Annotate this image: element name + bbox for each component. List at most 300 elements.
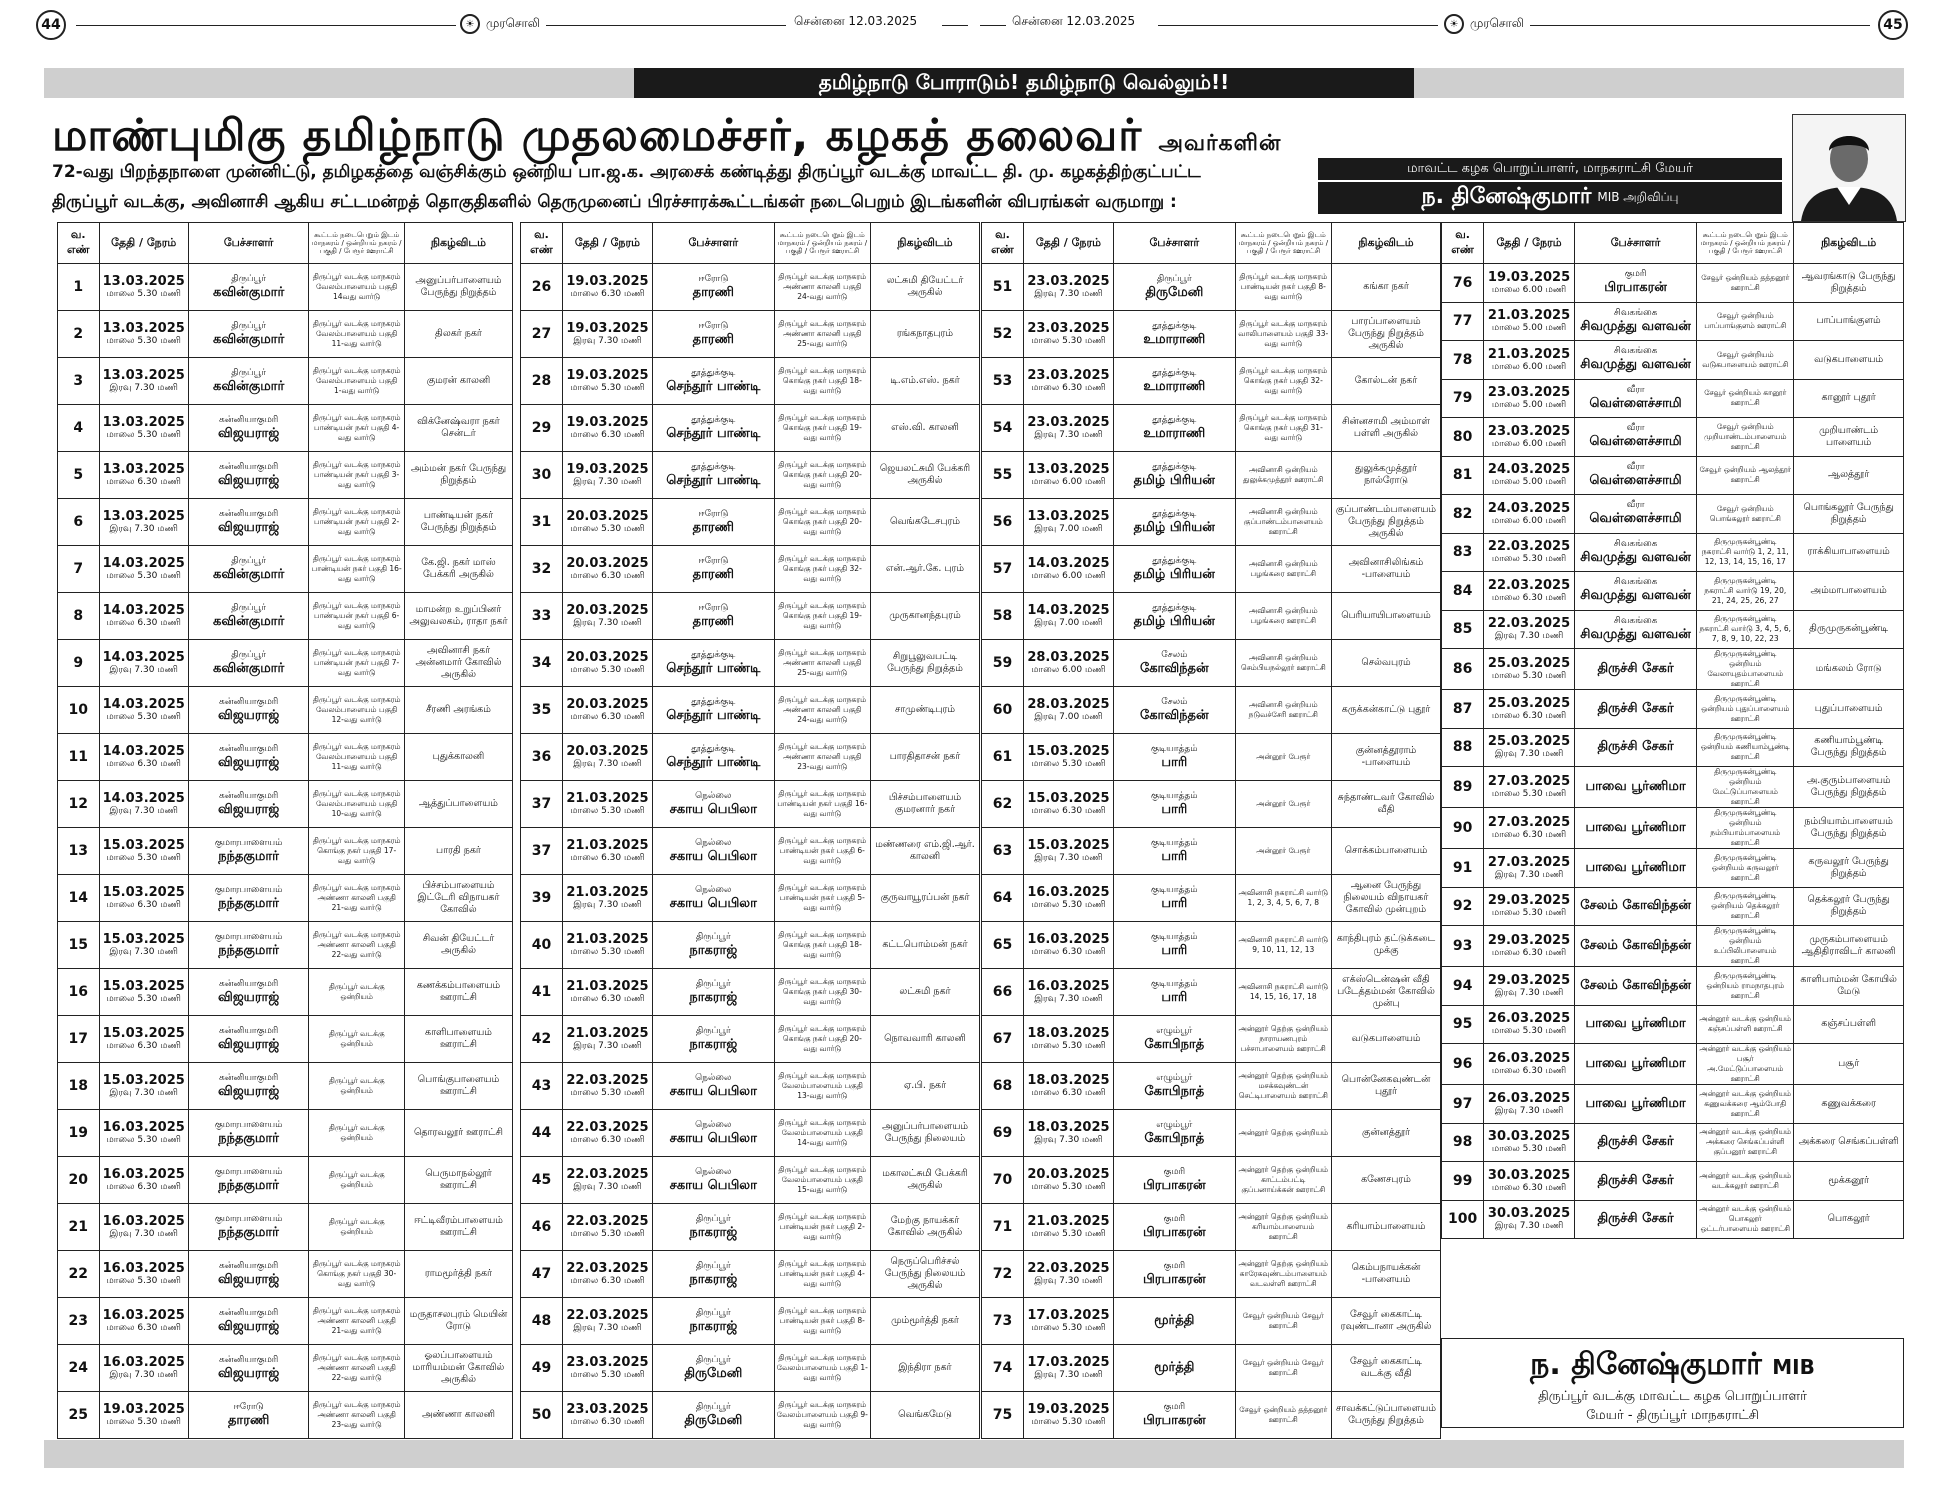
table-cell (188, 499, 309, 546)
row-venue: அனுப்பர்பாளையம் பேருந்து நிறுத்தம் (415, 275, 502, 298)
row-number: 96 (1452, 1056, 1473, 1072)
speaker-place: சேலம் (1161, 649, 1188, 660)
table-cell (1794, 690, 1904, 729)
table-cell (1484, 456, 1575, 495)
table-row (58, 1345, 513, 1392)
table-cell (653, 499, 775, 546)
row-location: திருப்பூர் வடக்கு மாநகரம் வேலம்பாளையம் பகுதி 1-வது வார்டு (312, 366, 401, 395)
table-cell (404, 781, 512, 828)
speaker-place: குடியாத்தம் (1151, 884, 1198, 895)
table-cell (404, 546, 512, 593)
row-number: 77 (1452, 313, 1473, 330)
table-cell (404, 922, 512, 969)
row-date: 15.03.2025 (102, 838, 185, 853)
footer-band (44, 1440, 1904, 1468)
table-cell (562, 1063, 652, 1110)
speaker-name: விஜயராஜ் (218, 1083, 280, 1099)
row-venue: பசூர் (1838, 1058, 1860, 1069)
row-location: திருப்பூர் வடக்கு மாநகரம் கொங்கு நகர் பகுதி 17-வது வார்டு (312, 836, 401, 865)
speaker-name: சகாய பெபிலா (669, 1177, 757, 1193)
table-row (1442, 728, 1904, 767)
signature-role: திருப்பூர் வடக்கு மாவட்ட கழக பொறுப்பாளர் (1538, 1389, 1807, 1404)
table-row (58, 1063, 513, 1110)
table-cell (521, 358, 563, 405)
table-cell (99, 781, 188, 828)
row-date: 26.03.2025 (1487, 1011, 1571, 1027)
table-row (1442, 926, 1904, 967)
table-cell (404, 405, 512, 452)
table-cell (1235, 1251, 1331, 1298)
row-location: திருப்பூர் வடக்கு மாநகரம் கொங்கு நகர் பகுதி 20-வது வார்டு (778, 1024, 867, 1053)
row-location: திருப்பூர் வடக்கு ஒன்றியம் (328, 1170, 385, 1189)
table-cell (1484, 264, 1575, 303)
table-row (982, 1110, 1441, 1157)
table-cell (1235, 640, 1331, 687)
row-venue: முருகம்பாளையம் ஆதிதிராவிடர் காலனி (1801, 934, 1896, 957)
row-location: சேவூர் ஒன்றியம் தத்தனூர் ஊராட்சி (1239, 1405, 1328, 1424)
table-cell (1235, 875, 1331, 922)
row-number: 76 (1452, 274, 1473, 291)
table-row (58, 640, 513, 687)
row-number: 41 (531, 984, 552, 1000)
table-cell (1023, 311, 1113, 358)
table-cell (1114, 1345, 1236, 1392)
table-cell (870, 687, 979, 734)
row-date: 14.03.2025 (102, 697, 185, 712)
row-location: திருப்பூர் வடக்கு மாநகரம் கொங்கு நகர் பகுதி 19-வது வார்டு (778, 601, 867, 630)
table-cell (1235, 1298, 1331, 1345)
row-venue: காந்திபுரம் தட்டுக்கடை முக்கு (1336, 933, 1436, 956)
table-cell (1331, 358, 1440, 405)
table-cell (1235, 1204, 1331, 1251)
table-cell (562, 875, 652, 922)
speaker-place: குமாரபாளையம் (214, 1166, 283, 1177)
row-date: 14.03.2025 (102, 556, 185, 571)
table-cell (1331, 922, 1440, 969)
row-venue: சீரணி அரங்கம் (426, 704, 491, 715)
row-location: அன்னூர் தெற்கு ஒன்றியம் மசக்கவுண்டன் செட்டிபாளையம் ஊராட்சி (1238, 1071, 1329, 1100)
speaker-name: சகாய பெபிலா (669, 895, 757, 911)
row-location: திருப்பூர் வடக்கு மாநகரம் பாண்டியன் நகர் பகுதி 8-வது வார்டு (1239, 272, 1328, 301)
speaker-name: நாகராஜ் (689, 1224, 738, 1240)
column-header-speaker: பேச்சாளர் (188, 223, 309, 264)
row-venue: ஈட்டிவீரம்பாளையம் ஊராட்சி (414, 1215, 503, 1238)
row-venue: ஓலப்பாளையம் மாரியம்மன் கோவில் அருகில் (412, 1350, 505, 1385)
row-location: திருப்பூர் வடக்கு மாநகரம் கொங்கு நகர் பகுதி 32-வது வார்டு (1239, 366, 1328, 395)
speaker-place: சிவகங்கை (1613, 615, 1658, 626)
speaker-name: கோபிநாத் (1144, 1036, 1205, 1052)
table-cell (1023, 640, 1113, 687)
table-cell (1794, 379, 1904, 418)
table-cell (1235, 405, 1331, 452)
speaker-name: விஜயராஜ் (218, 801, 280, 817)
speaker-place: கன்னியாகுமரி (218, 978, 279, 989)
row-venue: பாரதி நகர் (436, 845, 481, 856)
table-cell (1697, 808, 1794, 849)
table-cell (774, 922, 870, 969)
row-number: 35 (531, 702, 552, 718)
row-number: 9 (73, 655, 84, 671)
table-cell (1574, 728, 1696, 767)
row-venue: கரியாம்பாளையம் (1346, 1221, 1426, 1232)
table-row (521, 1298, 980, 1345)
row-time: இரவு 7.30 மணி (1034, 1370, 1103, 1380)
table-cell (1114, 1016, 1236, 1063)
column-header-sno: வ. எண் (58, 223, 100, 264)
table-row (58, 1016, 513, 1063)
row-number: 42 (531, 1031, 552, 1047)
table-cell (1023, 358, 1113, 405)
table-cell (870, 781, 979, 828)
row-location: திருப்பூர் வடக்கு மாநகரம் கொங்கு நகர் பகுதி 30-வது வார்டு (778, 977, 867, 1006)
speaker-place: திருப்பூர் (695, 1025, 731, 1036)
row-venue: கோல்டன் நகர் (1354, 375, 1418, 386)
table-cell (188, 358, 309, 405)
table-row (1442, 533, 1904, 572)
row-location: திருப்பூர் வடக்கு மாநகரம் பாண்டியன் நகர் பகுதி 6-வது வார்டு (778, 836, 867, 865)
table-cell (562, 358, 652, 405)
row-number: 61 (992, 749, 1013, 765)
table-cell (774, 593, 870, 640)
speaker-name: விஜயராஜ் (218, 1365, 280, 1381)
row-venue: நெருப்பெரிச்சல் பேருந்து நிலையம் அருகில் (884, 1256, 966, 1291)
row-time: மாலை 6.30 மணி (570, 853, 645, 863)
row-number: 20 (68, 1172, 89, 1188)
row-location: திருப்பூர் வடக்கு மாநகரம் அண்ணா காலனி பகுதி 23-வது வார்டு (778, 742, 867, 771)
table-row (1442, 379, 1904, 418)
speaker-place: திருப்பூர் (231, 555, 266, 566)
row-number: 44 (531, 1125, 552, 1141)
row-venue: சுந்தாண்டவர் கோவில் வீதி (1337, 792, 1435, 815)
row-number: 17 (68, 1031, 89, 1047)
row-venue: திருமுருகன்பூண்டி (1809, 623, 1889, 635)
row-venue: காளிபாளையம் ஊராட்சி (425, 1027, 492, 1050)
speaker-place: திருப்பூர் (695, 978, 731, 989)
speaker-place: கன்னியாகுமரி (218, 790, 279, 801)
speaker-place: தூத்துக்குடி (1152, 461, 1197, 472)
table-cell (774, 875, 870, 922)
row-venue: பொங்குபாளையம் ஊராட்சி (417, 1074, 500, 1097)
table-cell (1235, 546, 1331, 593)
row-number: 49 (531, 1360, 552, 1376)
table-row (982, 922, 1441, 969)
speaker-name: சிவமுத்து வளவன் (1580, 588, 1691, 604)
speaker-name: விஜயராஜ் (218, 519, 280, 535)
table-cell (562, 828, 652, 875)
table-cell (982, 1016, 1024, 1063)
row-date: 15.03.2025 (1027, 744, 1110, 759)
table-row (982, 1251, 1441, 1298)
table-cell (1442, 728, 1484, 767)
table-cell (99, 1063, 188, 1110)
table-row (982, 781, 1441, 828)
paper-name-right (1444, 14, 1524, 34)
speaker-place: சிவகங்கை (1613, 538, 1658, 549)
table-cell (99, 593, 188, 640)
signature-name-line (1442, 1347, 1903, 1386)
row-date: 15.03.2025 (102, 1073, 185, 1088)
speaker-name: விஜயராஜ் (218, 472, 280, 488)
row-venue: பொன்னேகவுண்டன் புதூர் (1341, 1074, 1431, 1097)
row-venue: நம்பியாம்பாளையம் பேருந்து நிறுத்தம் (1804, 816, 1893, 839)
row-venue: ரங்கநாதபுரம் (896, 328, 954, 339)
row-number: 5 (73, 467, 84, 483)
row-location: திருப்பூர் வடக்கு மாநகரம் வேலம்பாளையம் பகுதி 14வது வார்டு (312, 272, 401, 301)
row-location: சேவூர் ஒன்றியம் கானூர் ஊராட்சி (1704, 388, 1787, 408)
row-time: மாலை 5.30 மணி (570, 947, 645, 957)
speaker-name: சகாய பெபிலா (669, 1083, 757, 1099)
table-cell (1794, 495, 1904, 534)
row-location: திருப்பூர் வடக்கு மாநகரம் அண்ணா காலனி பகுதி 22-வது வார்டு (312, 1353, 401, 1382)
row-venue: புதுக்காலனி (432, 751, 485, 762)
row-date: 26.03.2025 (1487, 1051, 1571, 1066)
speaker-place: கன்னியாகுமரி (218, 1025, 279, 1036)
row-location: திருமுருகன்பூண்டி ஒன்றியம் மேட்டுப்பாளையம் ஊராட்சி (1712, 767, 1778, 806)
table-row (982, 1298, 1441, 1345)
table-cell (99, 734, 188, 781)
row-location: அன்னூர் வடக்கு ஒன்றியம் கணுவக்கரை ஆம்போதி ஊராட்சி (1699, 1088, 1792, 1118)
row-number: 66 (992, 984, 1013, 1000)
speaker-place: குமரி (1163, 1401, 1186, 1412)
row-location: திருப்பூர் வடக்கு மாநகரம் வேலம்பாளையம் பகுதி 11-வது வார்டு (312, 742, 401, 771)
table-cell (653, 1298, 775, 1345)
table-cell (1114, 1063, 1236, 1110)
row-location: சேவூர் ஒன்றியம் வடுகபாளையம் ஊராட்சி (1702, 349, 1789, 369)
portrait-icon (1793, 115, 1905, 221)
table-cell (1023, 1298, 1113, 1345)
table-row (58, 593, 513, 640)
speaker-name: திருச்சி சேகர் (1597, 739, 1674, 755)
paper-name-text: முரசொலி (486, 16, 540, 30)
row-number: 75 (992, 1407, 1013, 1423)
row-number: 98 (1452, 1134, 1473, 1151)
row-time: மாலை 6.30 மணி (1031, 806, 1106, 816)
row-time: இரவு 7.30 மணி (573, 477, 642, 487)
table-cell (562, 593, 652, 640)
row-location: அவினாசி ஒன்றியம் நடுவச்சேரி ஊராட்சி (1248, 700, 1318, 719)
table-row (982, 1345, 1441, 1392)
table-cell (1114, 922, 1236, 969)
speaker-name: பாரி (1161, 942, 1188, 958)
row-time: இரவு 7.30 மணி (573, 1182, 642, 1192)
table-cell (1574, 649, 1696, 690)
row-number: 60 (992, 702, 1013, 718)
table-cell (653, 1345, 775, 1392)
row-number: 13 (68, 843, 89, 859)
row-number: 94 (1452, 977, 1473, 994)
speaker-place: குமாரபாளையம் (214, 884, 283, 895)
table-cell (1442, 887, 1484, 926)
row-number: 74 (992, 1360, 1013, 1376)
table-cell (653, 781, 775, 828)
table-cell (1484, 572, 1575, 611)
row-date: 23.03.2025 (1487, 423, 1571, 439)
row-date: 16.03.2025 (102, 1355, 185, 1370)
sun-emblem-icon: ☀ (1444, 14, 1464, 34)
row-time: மாலை 5.30 மணி (1031, 1229, 1106, 1239)
row-location: அன்னூர் வடக்கு ஒன்றியம் கஞ்சப்பள்ளி ஊராட்சி (1699, 1014, 1792, 1034)
table-cell (982, 499, 1024, 546)
row-date: 15.03.2025 (1027, 791, 1110, 806)
row-time: இரவு 7.30 மணி (1494, 869, 1564, 880)
row-venue: அம்மன் நகர் பேருந்து நிறுத்தம் (410, 463, 507, 486)
row-time: மாலை 5.30 மணி (106, 1276, 181, 1286)
speaker-name: பிரபாகரன் (1142, 1224, 1206, 1240)
table-cell (870, 405, 979, 452)
column-header-date: தேதி / நேரம் (562, 223, 652, 264)
row-number: 85 (1452, 621, 1473, 638)
table-row (58, 734, 513, 781)
speaker-place: திருப்பூர் (695, 1401, 731, 1412)
speaker-place: திருப்பூர் (695, 1354, 731, 1365)
row-date: 19.03.2025 (102, 1402, 185, 1417)
header-rule (546, 25, 786, 26)
speaker-place: குமாரபாளையம் (214, 931, 283, 942)
table-cell (58, 1392, 100, 1439)
row-date: 16.03.2025 (1027, 932, 1110, 947)
table-cell (653, 1063, 775, 1110)
table-cell (774, 1392, 870, 1439)
table-cell (1331, 264, 1440, 311)
table-cell (404, 1298, 512, 1345)
table-cell (1794, 302, 1904, 341)
speaker-place: ஈரோடு (698, 320, 729, 331)
row-venue: இந்திரா நகர் (898, 1362, 952, 1373)
table-cell (309, 1204, 405, 1251)
table-cell (1114, 405, 1236, 452)
row-number: 12 (68, 796, 89, 812)
header-rule (942, 25, 968, 26)
row-number: 89 (1452, 779, 1473, 795)
table-cell (188, 875, 309, 922)
row-venue: லட்சுமி நகர் (899, 986, 951, 997)
table-cell (1442, 1123, 1484, 1162)
table-cell (1331, 1016, 1440, 1063)
speaker-place: திருப்பூர் (231, 367, 266, 378)
speaker-place: குமரி (1163, 1166, 1186, 1177)
row-number: 21 (68, 1219, 89, 1235)
table-cell (1114, 1204, 1236, 1251)
table-cell (1484, 495, 1575, 534)
table-cell (562, 499, 652, 546)
header-rule (1158, 25, 1438, 26)
table-cell (1794, 1200, 1904, 1239)
row-time: மாலை 5.30 மணி (570, 383, 645, 393)
table-cell (188, 311, 309, 358)
row-venue: குமரன் காலனி (426, 375, 491, 386)
table-cell (58, 1204, 100, 1251)
table-cell (982, 875, 1024, 922)
table-cell (982, 734, 1024, 781)
row-venue: காளிபாம்மன் கோயில் மேடு (1800, 973, 1897, 997)
row-venue: பிச்சம்பாளையம் இட்டேரி விநாயகர் கோவில் (417, 880, 500, 915)
row-number: 31 (531, 514, 552, 530)
row-location: அவினாசி ஒன்றியம் பழங்கரை ஊராட்சி (1248, 606, 1318, 625)
table-cell (1235, 358, 1331, 405)
table-cell (58, 264, 100, 311)
table-row (982, 687, 1441, 734)
row-number: 53 (992, 373, 1013, 389)
speaker-name: உமாராணி (1143, 331, 1206, 347)
row-time: மாலை 5.30 மணி (570, 1370, 645, 1380)
row-time: இரவு 7.30 மணி (109, 665, 178, 675)
table-row (521, 969, 980, 1016)
table-cell (1331, 687, 1440, 734)
row-number: 80 (1452, 428, 1473, 445)
table-cell (1484, 767, 1575, 808)
table-row (1442, 264, 1904, 303)
row-date: 13.03.2025 (102, 509, 185, 524)
speaker-place: திருப்பூர் (1156, 273, 1192, 284)
row-location: திருமுருகன்பூண்டி நகராட்சி வார்டு 19, 20, 21, 24, 25, 26, 27 (1704, 575, 1787, 605)
speaker-name: நந்தகுமார் (218, 1177, 279, 1193)
table-cell (774, 546, 870, 593)
row-time: மாலை 5.30 மணி (570, 1229, 645, 1239)
row-time: மாலை 6.00 மணி (1031, 477, 1106, 487)
table-cell (309, 1392, 405, 1439)
row-date: 29.03.2025 (1487, 972, 1571, 988)
table-cell (188, 687, 309, 734)
row-venue: முறியாண்டம் பாளையம் (1819, 424, 1879, 448)
table-cell (1442, 808, 1484, 849)
table-cell (1023, 1204, 1113, 1251)
row-venue: அவினாசிலிங்கம் -பாளையம் (1348, 557, 1424, 580)
table-cell (1484, 887, 1575, 926)
headline-suffix: அவர்களின் (1158, 131, 1282, 156)
row-time: இரவு 7.30 மணி (573, 1041, 642, 1051)
speaker-name: விஜயராஜ் (218, 1036, 280, 1052)
row-location: திருப்பூர் வடக்கு மாநகரம் பாண்டியன் நகர் பகுதி 2-வது வார்டு (312, 507, 401, 536)
table-row (58, 358, 513, 405)
table-row (982, 358, 1441, 405)
table-cell (309, 1251, 405, 1298)
speaker-place: சிவகங்கை (1613, 346, 1658, 357)
row-date: 13.03.2025 (1027, 509, 1110, 524)
table-row (1442, 808, 1904, 849)
table-row (982, 499, 1441, 546)
row-time: மாலை 6.30 மணி (570, 1135, 645, 1145)
speaker-name: கவின்குமார் (213, 660, 285, 676)
table-cell (982, 311, 1024, 358)
table-cell (309, 358, 405, 405)
row-date: 19.03.2025 (566, 321, 649, 336)
row-time: மாலை 6.30 மணி (106, 618, 181, 628)
row-time: மாலை 5.30 மணி (106, 994, 181, 1004)
speaker-name: வெள்ளைச்சாமி (1589, 511, 1682, 527)
row-number: 37 (531, 796, 552, 812)
row-venue: பாப்பாங்குளம் (1816, 315, 1881, 327)
row-date: 15.03.2025 (102, 885, 185, 900)
table-cell (1697, 967, 1794, 1006)
table-cell (1331, 1204, 1440, 1251)
row-venue: என்.ஆர்.கே. புரம் (885, 563, 965, 574)
speaker-name: தாரணி (227, 1412, 270, 1428)
table-cell (404, 593, 512, 640)
speaker-name: சகாய பெபிலா (669, 1130, 757, 1146)
table-cell (1484, 728, 1575, 767)
speaker-place: திருப்பூர் (695, 1260, 731, 1271)
row-number: 82 (1452, 505, 1473, 522)
row-number: 56 (992, 514, 1013, 530)
table-cell (99, 922, 188, 969)
table-cell (58, 1298, 100, 1345)
table-cell (1442, 264, 1484, 303)
row-venue: கணுவக்கரை (1821, 1097, 1876, 1109)
table-row (1442, 610, 1904, 649)
table-cell (982, 1204, 1024, 1251)
table-cell (404, 1251, 512, 1298)
speaker-name: சேலம் கோவிந்தன் (1580, 938, 1691, 953)
